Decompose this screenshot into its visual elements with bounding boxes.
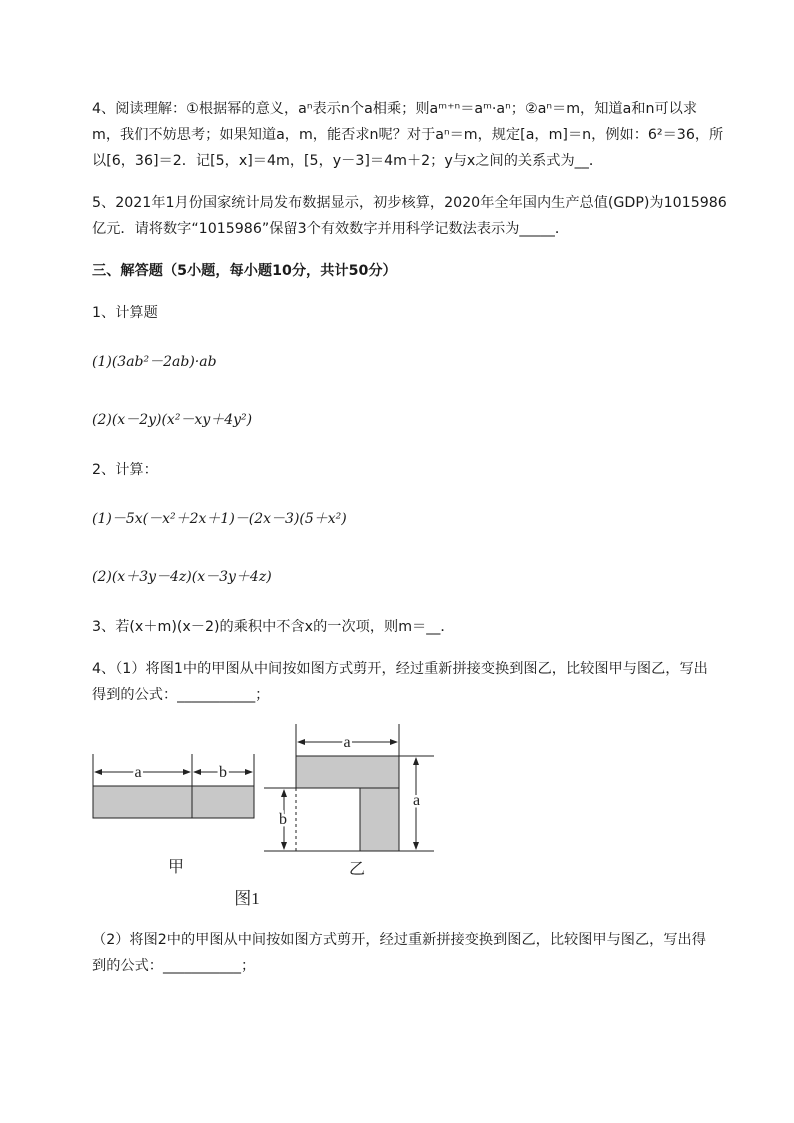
jia-label-b: b <box>219 764 227 781</box>
figure-1-caption: 图1 <box>234 889 260 908</box>
q2-title: 2、计算： <box>92 462 158 478</box>
yi-label-a-right: a <box>413 792 421 809</box>
jia-label-a: a <box>134 764 142 781</box>
yi-caption: 乙 <box>348 861 366 878</box>
yi-label-b: b <box>279 811 287 828</box>
yi-shaded-shape <box>296 756 399 851</box>
figure-yi <box>264 724 434 878</box>
q3-question: 3、若(x＋m)(x－2)的乘积中不含x的一次项，则m＝__． <box>92 619 455 635</box>
q4-part2-line2: 到的公式：___________； <box>92 958 256 974</box>
q2-part2-expression: (2)(x＋3y－4z)(x－3y＋4z) <box>92 569 272 585</box>
section-heading: 三、解答题（5小题，每小题10分，共计50分） <box>92 263 397 279</box>
q1-part1-expression: (1)(3ab²－2ab)·ab <box>92 354 217 370</box>
q4-part2-line1: （2）将图2中的甲图从中间按如图方式剪开，经过重新拼接变换到图乙，比较图甲与图乙，写出得 <box>92 932 706 948</box>
fill-q4-line1: 4、阅读理解：①根据幂的意义，aⁿ表示n个a相乘；则aᵐ⁺ⁿ＝aᵐ·aⁿ；②aⁿ＝m，知道a和n可以求 <box>92 101 698 117</box>
fill-q5-line2: 亿元．请将数字“1015986”保留3个有效数字并用科学记数法表示为_____． <box>92 221 570 237</box>
fill-q5-line1: 5、2021年1月份国家统计局发布数据显示，初步核算，2020年全年国内生产总值(GDP)为1015986 <box>92 195 727 211</box>
jia-caption: 甲 <box>167 859 185 876</box>
q4-part1-line1: 4、（1）将图1中的甲图从中间按如图方式剪开，经过重新拼接变换到图乙，比较图甲与图乙，写出 <box>92 661 708 677</box>
q1-part2-expression: (2)(x－2y)(x²－xy＋4y²) <box>92 412 253 428</box>
jia-shaded-rect <box>93 786 254 818</box>
figure-jia <box>93 754 254 876</box>
yi-label-a-top: a <box>343 734 351 751</box>
q4-part1-line2: 得到的公式：___________； <box>92 687 270 703</box>
q2-part1-expression: (1)－5x(－x²＋2x＋1)－(2x－3)(5＋x²) <box>92 511 347 527</box>
q1-title: 1、计算题 <box>92 305 158 321</box>
figure-1 <box>86 720 446 910</box>
fill-q4-line3: 以[6，36]＝2．记[5，x]＝4m，[5，y－3]＝4m＋2；y与x之间的关系式为__． <box>92 153 604 169</box>
fill-q4-line2: m，我们不妨思考；如果知道a，m，能否求n呢？对于aⁿ＝m，规定[a，m]＝n，例如：6²＝36，所 <box>92 127 724 143</box>
